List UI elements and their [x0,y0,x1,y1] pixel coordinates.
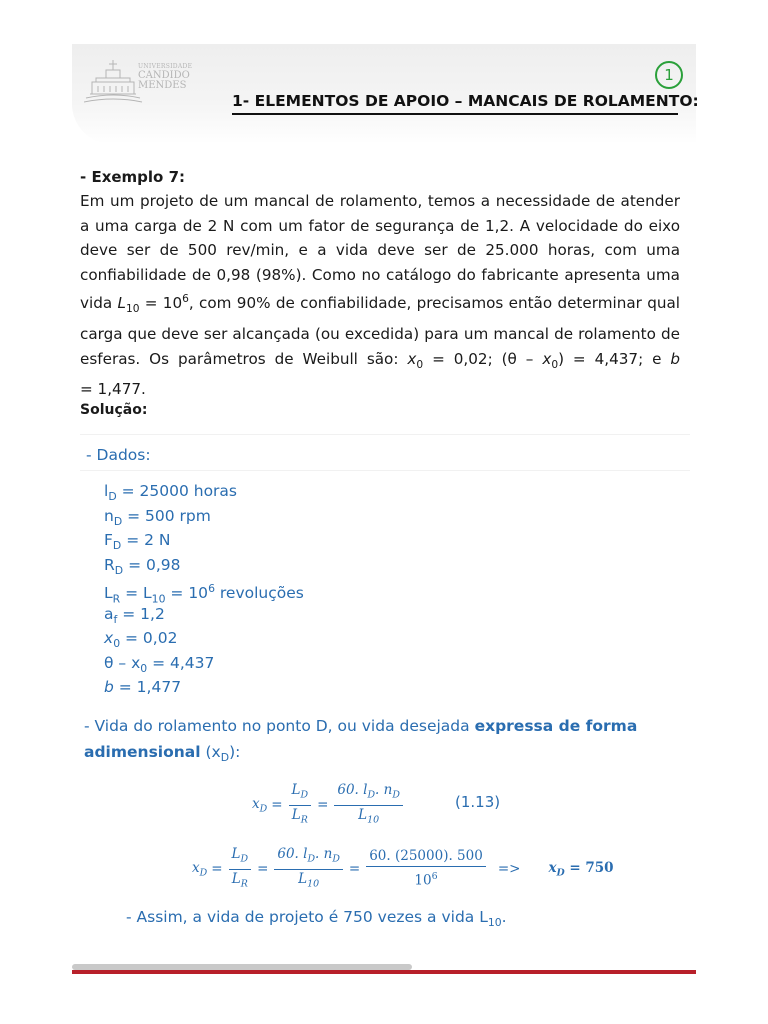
list-item: b = 1,477 [104,678,182,696]
fraction: $\frac{60. l_D. n_D}{L_{10}}$ [334,782,403,828]
equation-1-13: $x_D$ = $\frac{L_D}{L_R}$ = $\frac{60. l_D. n_D}{L_{10}}$ [252,782,405,828]
fraction: $\frac{60. (25000). 500}{10^6}$ [366,848,486,890]
equation-result: $x_D = 750$ [548,859,614,879]
dados-heading: - Dados: [86,446,151,464]
list-item: $\theta - x_0 = 4,437$ [104,653,215,675]
list-item: $a_f = 1,2$ [104,604,165,626]
problem-text: ) = 4,437; e [558,349,662,368]
vida-paragraph: - Vida do rolamento no ponto D, ou vida desejada expressa de forma adimensional $(x_D)$: [84,717,638,765]
list-item: $l_D = 25000$ horas [104,482,238,504]
dados-list [104,479,304,700]
problem-text: Em um projeto de um mancal de rolamento, temos a necessidade de atender a uma carga de 2 N com um fator de segurança de 1,2. A velocidade do eixo deve ser de 500 rev/min, e a vida deve ser de 25.000 horas, com uma confiabilidade de 0,98 (98%). Como no catálogo do fabricante apresenta uma vida [80,192,680,313]
weibull-b: b [670,349,681,368]
equation-lhs: $x_D$ [192,859,208,879]
list-item: $x_0 = 0,02$ [104,629,178,651]
list-item: $n_D = 500$ rpm [104,506,211,528]
solution-label: Solução: [80,402,148,418]
fraction: $\frac{L_D}{L_R}$ [229,846,252,892]
equation-lhs: $x_D$ [252,795,268,815]
university-name [138,64,192,91]
fraction: $\frac{L_D}{L_R}$ [289,782,312,828]
conclusion-text: - Assim, a vida de projeto é 750 vezes a vida $L_{10}$. [126,908,507,930]
problem-statement [80,189,680,402]
problem-text: = 1,477. [80,380,146,399]
divider [80,434,690,435]
equation-label: (1.13) [455,793,501,811]
example-title: - Exemplo 7: [80,168,186,186]
page-number-badge: 1 [655,61,683,89]
weibull-x0: $x_0$ [542,349,559,371]
list-item: $F_D = 2$ N [104,531,171,553]
fraction: $\frac{60. l_D. n_D}{L_{10}}$ [274,846,343,892]
logo-line: MENDES [138,80,187,91]
list-item: $L_R = L_{10} = 10^6$ revoluções [104,582,304,606]
chapter-title: 1- ELEMENTOS DE APOIO – MANCAIS DE ROLAMENTO: [232,92,699,110]
logo-line: UNIVERSIDADE [138,63,193,70]
problem-text: , com 90% de confiabilidade, precisamos então determinar qual carga que deve ser alcançada (ou excedida) para um mancal de rolamento de esferas. Os parâmetros de Weibull são: [80,294,680,368]
divider [80,470,690,471]
logo-line: CANDIDO [138,70,190,81]
title-underline [232,113,678,115]
list-item: $R_D = 0,98$ [104,555,181,577]
life-symbol: $L_{10} = 10^6$ [117,292,189,316]
problem-text: = 0,02; (θ – [432,349,534,368]
footer-bar-red [72,970,696,974]
weibull-x0: $x_0$ [407,349,424,371]
equation-substitution: $x_D$ = $\frac{L_D}{L_R}$ = $\frac{60. l_D. n_D}{L_{10}}$ = $\frac{60. (25000). 500}{10^6}$ => $x_D = 750$ [192,846,614,892]
